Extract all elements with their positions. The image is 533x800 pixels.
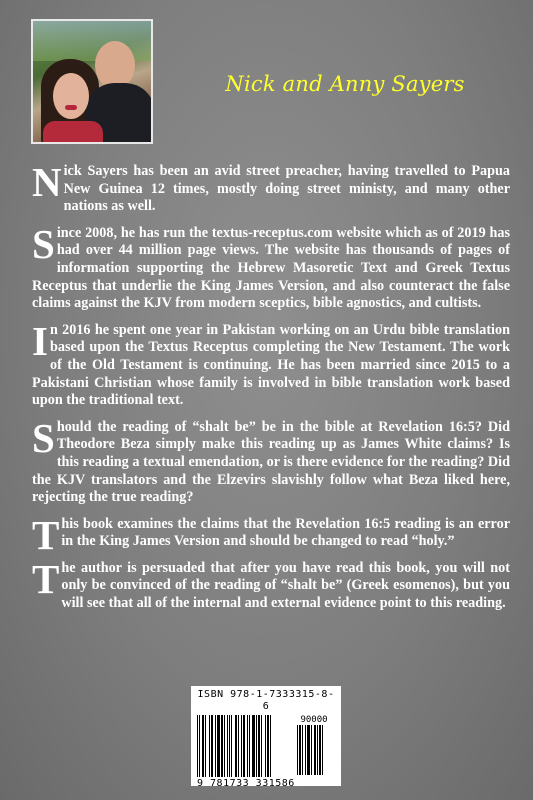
paragraph-text: hould the reading of “shalt be” be in the bible at Revelation 16:5? Did Theodore Beza simply make this reading up as James White claims? Is this reading a textual emendation, or is there evidence for the reading? Did the KJV translators and the Elzevirs slavishly follow what Beza liked here, rejecting the true reading? (32, 418, 510, 506)
drop-cap: S (32, 220, 55, 267)
barcode-gap (323, 725, 324, 775)
ean-number: 9 781733 331586 (197, 778, 295, 789)
addon-bars (297, 725, 331, 775)
drop-cap: S (32, 414, 55, 461)
paragraph-text: he author is persuaded that after you have read this book, you will not only be convinced of the reading of “shalt be” (Greek esomenos), but you will see that all of the internal and external evidence point to this reading. (61, 559, 510, 612)
isbn-number: ISBN 978-1-7333315-8-6 (197, 689, 335, 712)
ean-bars (197, 715, 293, 777)
author-photo (31, 19, 153, 144)
drop-cap: N (32, 159, 62, 205)
paragraph-conclusion (32, 555, 510, 613)
back-cover-text (32, 159, 510, 622)
drop-cap: T (32, 511, 60, 558)
author-names: Nick and Anny Sayers (225, 72, 465, 96)
paragraph-text: ick Sayers has been an avid street preacher, having travelled to Papua New Guinea 12 times, mostly doing street ministy, and many other nations as well. (63, 163, 510, 215)
paragraph-text: ince 2008, he has run the textus-receptus.com website which as of 2019 has had over 44 million page views. The website has thousands of pages of information supporting the Hebrew Masoretic Text and Greek Textus Receptus that underlie the King James Version, and also counteract the false claims against the KJV from modern sceptics, bible agnostics, and cultists. (32, 224, 510, 312)
paragraph-bio-website (32, 220, 510, 313)
drop-cap: T (32, 555, 60, 602)
paragraph-questions (32, 414, 510, 507)
paragraph-bio-preaching (32, 159, 510, 216)
paragraph-bio-pakistan (32, 317, 510, 410)
paragraph-text: his book examines the claims that the Revelation 16:5 reading is an error in the King James Version and should be changed to read “holy.” (61, 515, 510, 550)
drop-cap: I (32, 317, 48, 364)
price-addon-number: 90000 (300, 715, 328, 725)
paragraph-book-summary (32, 511, 510, 558)
barcode-gap (271, 715, 272, 777)
paragraph-text: n 2016 he spent one year in Pakistan working on an Urdu bible translation based upon the Textus Receptus completing the New Testament. The work of the Old Testament is continuing. He has been married since 2015 to a Pakistani Christian whose family is involved in bible translation work based upon the traditional text. (32, 321, 510, 409)
isbn-barcode (191, 686, 341, 789)
